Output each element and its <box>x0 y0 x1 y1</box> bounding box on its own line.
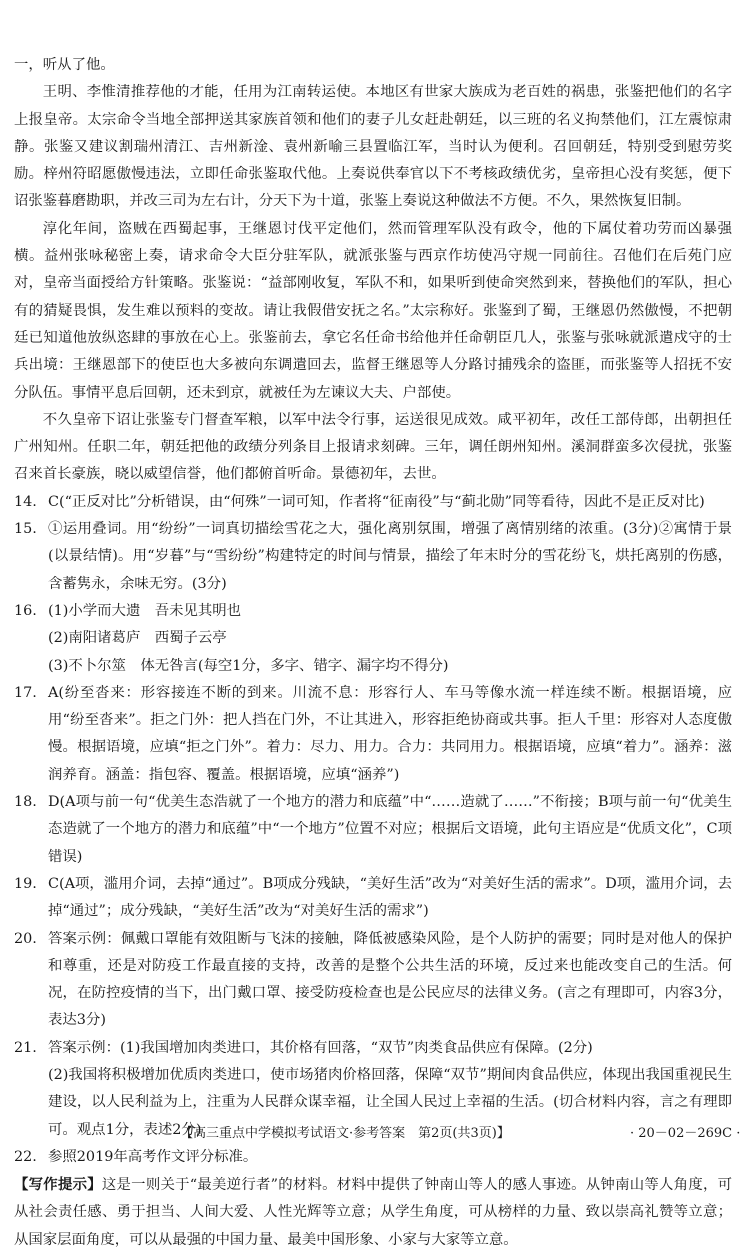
answer-text: D(A项与前一句“优美生态浩就了一个地方的潜力和底蕴”中“……造就了……”不衔接；B项与前一句“优美生态造就了一个地方的潜力和底蕴”中“一个地方”位置不对应；根据后文语境，此句主语应是“优质文化”，C项错误) <box>48 794 732 865</box>
answer-15: 15. ①运用叠词。用“纷纷”一词真切描绘雪花之大，强化离别氛围，增强了离情别绪的浓重。(3分)②寓情于景(以景结情)。用“岁暮”与“雪纷纷”构建特定的时间与情景，描绘了年末时分的雪花纷飞，烘托离别的伤感，含蓄隽永，余味无穷。(3分) <box>14 521 732 592</box>
footer-code: · 20－02－269C · <box>630 1126 741 1141</box>
answer-17: 17. A(纷至沓来：形容接连不断的到来。川流不息：形容行人、车马等像水流一样连续不断。根据语境，应用“纷至沓来”。拒之门外：把人挡在门外，不让其进入，形容拒绝协商或共事。拒人千里：形容对人态度傲慢。根据语境，应填“拒之门外”。着力：尽力、用力。合力：共同用力。根据语境，应填“着力”。涵养：滋润养育。涵盖：指包容、覆盖。根据语境，应填“涵养”) <box>14 684 732 783</box>
answer-page <box>14 52 732 1254</box>
footer-title: 【高三重点中学模拟考试语文·参考答案 第2页(共3页)】 <box>180 1126 510 1141</box>
passage-paragraph-2: 淳化年间，盗贼在西蜀起事，王继恩讨伐平定他们，然而管理军队没有政令，他的下属仗着功劳而凶暴强横。益州张咏秘密上奏，请求命令大臣分驻军队，就派张鉴与西京作坊使冯守规一同前往。召他们在后苑门应对，皇帝当面授给方针策略。张鉴说：“益部刚收复，军队不和，如果听到使命突然到来，替换他们的军队，担心有的猜疑畏惧，发生难以预料的变故。请让我假借安抚之名。”太宗称好。张鉴到了蜀，王继恩仍然傲慢，不把朝廷已知道他放纵恣肆的事放在心上。张鉴前去，拿它名任命书给他并任命朝臣几人，张鉴与张咏就派遣戍守的士兵出境：王继恩部下的使臣也大多被向东调遣回去，监督王继恩等人分路讨捕残余的盗匪，而张鉴等人招抚不安分队伍。事情平息后回朝，还未到京，就被任为左谏议大夫、户部使。 <box>14 220 732 401</box>
writing-tip-label: 【写作提示】 <box>14 1176 102 1194</box>
answer-text: C(“正反对比”分析错误，由“何殊”一词可知，作者将“征南役”与“蓟北勋”同等看待，因此不是正反对比) <box>48 493 705 510</box>
answer-text: A(纷至沓来：形容接连不断的到来。川流不息：形容行人、车马等像水流一样连续不断。根据语境，应用“纷至沓来”。拒之门外：把人挡在门外，不让其进入，形容拒绝协商或共事。拒人千里：形容对人态度傲慢。根据语境，应填“拒之门外”。着力：尽力、用力。合力：共同用力。根据语境，应填“着力”。涵养：滋润养育。涵盖：指包容、覆盖。根据语境，应填“涵养”) <box>48 684 732 783</box>
answer-21: 21. 答案示例：(1)我国增加肉类进口，其价格有回落，“双节”肉类食品供应有保障。(2分) (2)我国将积极增加优质肉类进口，使市场猪肉价格回落，保障“双节”期间肉食品供应，体现出我国重视民生建设，以人民利益为上，注重为人民群众谋幸福，让全国人民过上幸福的生活。(切合材料内容，言之有理即可。观点1分，表述2分) <box>14 1035 732 1144</box>
answer-line: (2)南阳诸葛庐 西蜀子云亭 <box>48 630 227 647</box>
answer-14: 14. C(“正反对比”分析错误，由“何殊”一词可知，作者将“征南役”与“蓟北勋”同等看待，因此不是正反对比) <box>14 493 705 510</box>
answer-text: 答案示例：佩戴口罩能有效阻断与飞沫的接触，降低被感染风险，是个人防护的需要；同时是对他人的保护和尊重，还是对防疫工作最直接的支持，改善的是整个公共生活的环境，反过来也能改变自己的生活。何况，在防控疫情的当下，出门戴口罩、接受防疫检查也是公民应尽的法律义务。(言之有理即可，内容3分，表达3分) <box>48 930 732 1029</box>
passage-lead: 一，听从了他。 <box>14 57 115 73</box>
answer-line: 答案示例：(1)我国增加肉类进口，其价格有回落，“双节”肉类食品供应有保障。(2分) <box>48 1039 593 1056</box>
answer-text: C(A项，滥用介词，去掉“通过”。B项成分残缺，“美好生活”改为“对美好生活的需求”。D项，滥用介词，去掉“通过”；成分残缺，“美好生活”改为“对美好生活的需求”) <box>48 875 732 920</box>
answer-16: 16. (1)小学而大遗 吾未见其明也 (2)南阳诸葛庐 西蜀子云亭 (3)不卜尔筮 体无咎言(每空1分，多字、错字、漏字均不得分) <box>14 598 732 680</box>
answer-20: 20. 答案示例：佩戴口罩能有效阻断与飞沫的接触，降低被感染风险，是个人防护的需要；同时是对他人的保护和尊重，还是对防疫工作最直接的支持，改善的是整个公共生活的环境，反过来也能改变自己的生活。何况，在防控疫情的当下，出门戴口罩、接受防疫检查也是公民应尽的法律义务。(言之有理即可，内容3分，表达3分) <box>14 930 732 1029</box>
answer-22: 22. 参照2019年高考作文评分标准。 <box>14 1148 258 1165</box>
answer-line: (2)我国将积极增加优质肉类进口，使市场猪肉价格回落，保障“双节”期间肉食品供应，体现出我国重视民生建设，以人民利益为上，注重为人民群众谋幸福，让全国人民过上幸福的生活。(切合材料内容，言之有理即可。观点1分，表述2分) <box>48 1066 732 1138</box>
passage-paragraph-3: 不久皇帝下诏让张鉴专门督查军粮，以军中法令行事，运送很见成效。咸平初年，改任工部侍郎，出朝担任广州知州。任职二年，朝廷把他的政绩分列条目上报请求刻碑。三年，调任朗州知州。溪洞群蛮多次侵扰，张鉴召来首长豪族，晓以威望信誉，他们都俯首听命。景德初年，去世。 <box>14 411 732 483</box>
answer-line: (3)不卜尔筮 体无咎言(每空1分，多字、错字、漏字均不得分) <box>48 657 449 674</box>
answer-18: 18. D(A项与前一句“优美生态浩就了一个地方的潜力和底蕴”中“……造就了……”不衔接；B项与前一句“优美生态造就了一个地方的潜力和底蕴”中“一个地方”位置不对应；根据后文语境，此句主语应是“优质文化”，C项错误) <box>14 794 732 865</box>
passage-paragraph-1: 王明、李惟清推荐他的才能，任用为江南转运使。本地区有世家大族成为老百姓的祸患，张鉴把他们的名字上报皇帝。太宗命令当地全部押送其家族首领和他们的妻子儿女赶赴朝廷，以三班的名义拘禁他们，江左震惊肃静。张鉴又建议割瑞州清江、吉州新淦、袁州新喻三县置临江军，当时认为便利。召回朝廷，特别受到慰劳奖励。梓州符昭愿傲慢违法，立即任命张鉴取代他。上奏说供奉官以下不考核政绩优劣，皇帝担心没有奖惩，便下诏张鉴暮磨勘职，并改三司为左右计，分天下为十道，张鉴上奏说这种做法不方便。不久，果然恢复旧制。 <box>14 84 732 210</box>
writing-tip <box>14 1171 732 1254</box>
writing-tip-text: 这是一则关于“最美逆行者”的材料。材料中提供了钟南山等人的感人事迹。从钟南山等人角度，可从社会责任感、勇于担当、人间大爱、人性光辉等立意；从学生角度，可从榜样的力量、致以崇高礼赞等立意；从国家层面角度，可以从最强的中国力量、最美中国形象、小家与大家等立意。 <box>14 1177 732 1248</box>
answer-text: ①运用叠词。用“纷纷”一词真切描绘雪花之大，强化离别氛围，增强了离情别绪的浓重。(3分)②寓情于景(以景结情)。用“岁暮”与“雪纷纷”构建特定的时间与情景，描绘了年末时分的雪花纷飞，烘托离别的伤感，含蓄隽永，余味无穷。(3分) <box>48 521 732 592</box>
answer-text: 参照2019年高考作文评分标准。 <box>48 1148 258 1165</box>
answer-19: 19. C(A项，滥用介词，去掉“通过”。B项成分残缺，“美好生活”改为“对美好生活的需求”。D项，滥用介词，去掉“通过”；成分残缺，“美好生活”改为“对美好生活的需求”) <box>14 875 732 920</box>
answer-line: (1)小学而大遗 吾未见其明也 <box>48 602 242 619</box>
